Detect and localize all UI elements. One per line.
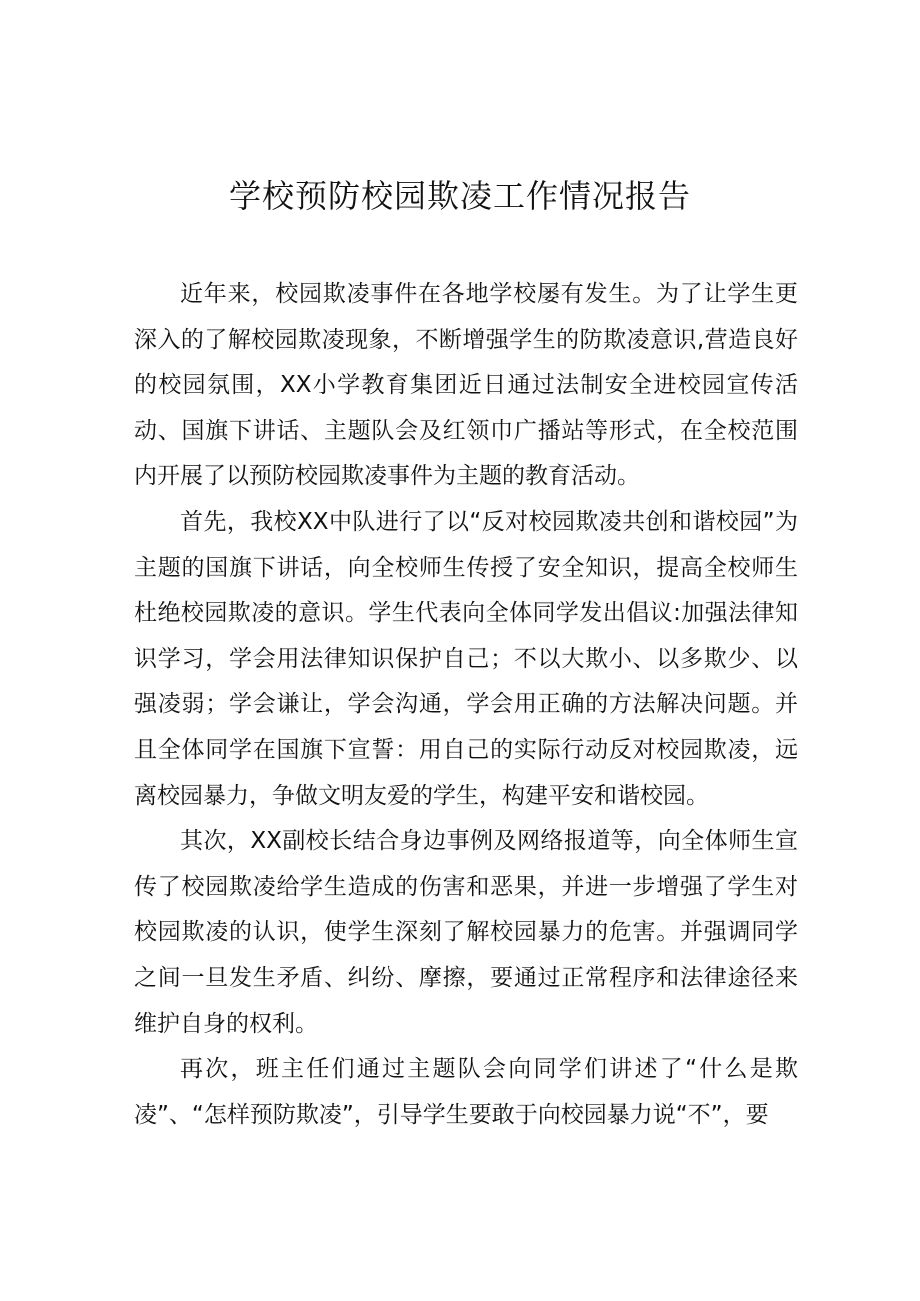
- paragraph-third: 再次，班主任们通过主题队会向同学们讲述了“什么是欺凌”、“怎样预防欺凌”，引导学生要敢于向校园暴力说“不”，要: [134, 1056, 798, 1128]
- paragraph-first: 首先，我校XX中队进行了以“反对校园欺凌共创和谐校园”为主题的国旗下讲话，向全校师生传授了安全知识，提高全校师生杜绝校园欺凌的意识。学生代表向全体同学发出倡议:加强法律知识学习，学会用法律知识保护自己；不以大欺小、以多欺少、以强凌弱；学会谦让，学会沟通，学会用正确的方法解决问题。并且全体同学在国旗下宣誓：用自己的实际行动反对校园欺凌，远离校园暴力，争做文明友爱的学生，构建平安和谐校园。: [134, 508, 798, 809]
- paragraph-intro: 近年来，校园欺凌事件在各地学校屡有发生。为了让学生更深入的了解校园欺凌现象，不断增强学生的防欺凌意识,营造良好的校园氛围，XX小学教育集团近日通过法制安全进校园宣传活动、国旗下讲话、主题队会及红领巾广播站等形式，在全校范围内开展了以预防校园欺凌事件为主题的教育活动。: [134, 281, 798, 490]
- document-title: 学校预防校园欺凌工作情况报告: [228, 177, 691, 215]
- document-body: [134, 272, 798, 1138]
- paragraph-second: 其次，XX副校长结合身边事例及网络报道等，向全体师生宣传了校园欺凌给学生造成的伤害和恶果，并进一步增强了学生对校园欺凌的认识，使学生深刻了解校园暴力的危害。并强调同学之间一旦发生矛盾、纠纷、摩擦，要通过正常程序和法律途径来维护自身的权利。: [134, 828, 798, 1037]
